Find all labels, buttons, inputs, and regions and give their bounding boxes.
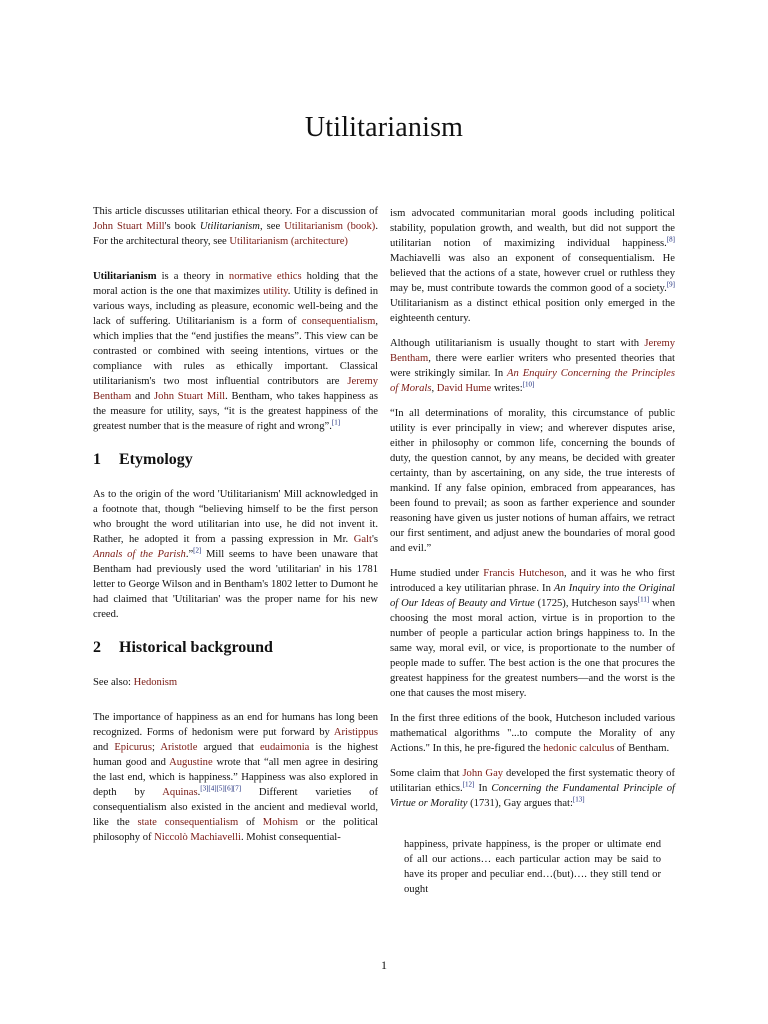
text: The importance of happiness as an end for humans has long been recognized. Forms of hedonism were put forward by [93, 712, 378, 738]
text: 's [371, 534, 378, 545]
text: Although utilitarianism is usually thought to start with [390, 338, 645, 349]
link-state-consequentialism[interactable]: state consequentialism [137, 817, 239, 828]
text: of Bentham. [614, 743, 670, 754]
link-niccolo-machiavelli[interactable]: Niccolò Machiavelli [154, 832, 241, 843]
link-mohism[interactable]: Mohism [262, 817, 299, 828]
section-heading-etymology [93, 452, 378, 467]
link-hedonism[interactable]: Hedonism [133, 677, 178, 688]
hume-quote: “In all determinations of morality, this circumstance of public utility is ever principally in view; and wherever disputes arise, either in philosophy or common life, concerning the bounds of duty, the question cannot, by any means, be decided with greater certainty, than by ascertaining, on any side, the true interests of mankind. If any false opinion, embraced from appearances, has been found to prevail; as soon as farther experience and sounder reasoning have given us juster notions of human affairs, we retract our first sentiment, and adjust anew the boundaries of moral good and evil.” [390, 408, 675, 554]
text: . Mohist consequential- [241, 832, 341, 843]
text: of [238, 817, 263, 828]
text: argued that [197, 742, 260, 753]
link-david-hume[interactable]: David Hume [436, 383, 492, 394]
text-bold: Utilitarianism [93, 271, 157, 282]
hutcheson-paragraph [390, 566, 675, 701]
ref-3-7[interactable]: [3][4][5][6][7] [200, 784, 242, 793]
right-column [390, 206, 675, 907]
text: wrote that “all men agree in desiring the last end, which is happiness.” Happiness was also explored in depth by [93, 757, 378, 798]
link-francis-hutcheson[interactable]: Francis Hutcheson [483, 568, 565, 579]
text: 's book [164, 221, 200, 232]
ref-11[interactable]: [11] [637, 595, 650, 604]
link-john-stuart-mill-2[interactable]: John Stuart Mill [154, 391, 226, 402]
text: ism advocated communitarian moral goods including political stability, population growth, and wealth, but did not support the utilitarian notion of maximizing individual happiness. [390, 208, 675, 249]
text: , [431, 383, 437, 394]
text: , there were earlier writers who presented theories that were strikingly similar. In [390, 353, 675, 379]
algorithms-paragraph [390, 711, 675, 756]
text: In [474, 783, 492, 794]
text: or the political philosophy of [93, 817, 378, 843]
link-epicurus[interactable]: Epicurus [114, 742, 152, 753]
bentham-paragraph [390, 336, 675, 396]
section-heading-historical-background [93, 640, 378, 655]
left-column [93, 204, 378, 855]
link-enquiry-principles-of-morals[interactable]: An Enquiry Concerning the Principles of Morals [390, 368, 675, 394]
link-john-gay[interactable]: John Gay [462, 768, 504, 779]
gay-quote: happiness, private happiness, is the proper or ultimate end of all our actions… each particular action may be said to have its proper and peculiar end…(but)…. they still tend or ought [404, 839, 661, 895]
link-normative-ethics[interactable]: normative ethics [228, 271, 302, 282]
ref-2[interactable]: [2] [193, 546, 202, 555]
text: . Bentham, who takes happiness as the measure for utility, says, “it is the greatest happiness of the greatest number that is the measure of right and wrong”. [93, 391, 378, 432]
text-italic: Utilitarianism [199, 221, 260, 232]
ref-10[interactable]: [10] [522, 380, 535, 389]
text: , which implies that the “end justifies the means”. This view can be contrasted or combined with seeing intentions, virtues or the compliance with rules as ethically important. Classical utilitarianism's two most influential contributors are [93, 316, 378, 387]
text: and [93, 742, 115, 753]
link-jeremy-bentham[interactable]: Jeremy Bentham [93, 376, 378, 402]
link-john-stuart-mill[interactable]: John Stuart Mill [93, 221, 165, 232]
ref-12[interactable]: [12] [462, 780, 475, 789]
etymology-paragraph [93, 487, 378, 622]
link-annals-of-the-parish[interactable]: Annals of the Parish [93, 549, 186, 560]
ref-1[interactable]: [1] [331, 418, 341, 427]
ref-13[interactable]: [13] [572, 795, 585, 804]
section-number: 2 [93, 639, 101, 656]
text: Utilitarianism as a distinct ethical position only emerged in the eighteenth century. [390, 298, 675, 324]
gay-paragraph [390, 766, 675, 811]
text: and [131, 391, 155, 402]
text: In the first three editions of the book, Hutcheson included various mathematical algorithms "...to compute the Morality of any Actions." In this, he pre-figured the [390, 713, 675, 754]
text: This article discusses utilitarian ethical theory. For a discussion of [93, 206, 378, 217]
text: Hume studied under [390, 568, 484, 579]
ref-9[interactable]: [9] [666, 280, 675, 289]
text: holding that the moral action is the one that maximizes [93, 271, 378, 297]
text: Mill seems to have been unaware that Bentham had previously used the word 'utilitarian' in his 1781 letter to George Wilson and in Bentham's 1802 letter to Dumont he had claimed that 'Utilitarian' was the proper name for his new creed. [93, 549, 378, 620]
text: Some claim that [390, 768, 463, 779]
text: As to the origin of the word 'Utilitarianism' Mill acknowledged in a footnote that, though “believing himself to be the first person who brought the word utilitarian into use, he did not invent it. Rather, he adopted it from a passing expression in Mr. [93, 489, 378, 545]
intro-paragraph [93, 269, 378, 434]
section-title: Historical background [119, 639, 273, 656]
text: ; [151, 742, 161, 753]
link-augustine[interactable]: Augustine [169, 757, 213, 768]
text: . For the architectural theory, see [93, 221, 378, 247]
link-galt[interactable]: Galt [353, 534, 372, 545]
text-italic: Concerning the Fundamental Principle of Virtue or Morality [390, 783, 675, 809]
link-aquinas[interactable]: Aquinas [162, 787, 198, 798]
text: See also: [93, 677, 134, 688]
link-hedonic-calculus[interactable]: hedonic calculus [543, 743, 615, 754]
page-title: Utilitarianism [304, 112, 464, 143]
section-number: 1 [93, 451, 101, 468]
link-eudaimonia[interactable]: eudaimonia [259, 742, 310, 753]
link-utilitarianism-architecture[interactable]: Utilitarianism (architecture) [229, 236, 348, 247]
link-aristippus[interactable]: Aristippus [333, 727, 378, 738]
text: Machiavelli was also an exponent of consequentialism. He believed that the actions of a state, however cruel or ruthless they may be, must contribute towards the common good of a society. [390, 253, 675, 294]
text: writes: [491, 383, 523, 394]
text: (1725), Hutcheson says [534, 598, 638, 609]
section-title: Etymology [119, 451, 193, 468]
history-paragraph-continued [390, 206, 675, 326]
text: Different varieties of consequentialism also existed in the ancient and medieval world, like the [93, 787, 378, 828]
page-number: 1 [381, 958, 387, 972]
text: (1731), Gay argues that: [467, 798, 573, 809]
text: is the highest human good and [93, 742, 379, 768]
ref-8[interactable]: [8] [666, 235, 675, 244]
link-jeremy-bentham-2[interactable]: Jeremy Bentham [390, 338, 675, 364]
text: . [197, 787, 201, 798]
text: is a theory in [156, 271, 229, 282]
history-paragraph [93, 710, 378, 845]
text: , see [259, 221, 285, 232]
text: .” [185, 549, 194, 560]
text: . Utility is defined in various ways, including as pleasure, economic well-being and the lack of suffering. Utilitarianism is a form of [93, 286, 379, 327]
text: , and it was he who first introduced a key utilitarian phrase. In [390, 568, 675, 594]
text-italic: An Inquiry into the Original of Our Ideas of Beauty and Virtue [390, 583, 675, 609]
hatnote [93, 204, 378, 249]
link-aristotle[interactable]: Aristotle [160, 742, 198, 753]
text: when choosing the most moral action, virtue is in proportion to the number of people a particular action brings happiness to. In the same way, moral evil, or vice, is proportionate to the number of people made to suffer. The best action is the one that procures the greatest happiness for the greatest numbers—and the worst is the one that causes the most misery. [390, 598, 676, 699]
text: developed the first systematic theory of utilitarian ethics. [390, 768, 676, 794]
link-consequentialism[interactable]: consequentialism [301, 316, 376, 327]
link-utilitarianism-book[interactable]: Utilitarianism (book) [284, 221, 376, 232]
link-utility[interactable]: utility [263, 286, 288, 297]
see-also [93, 675, 378, 690]
